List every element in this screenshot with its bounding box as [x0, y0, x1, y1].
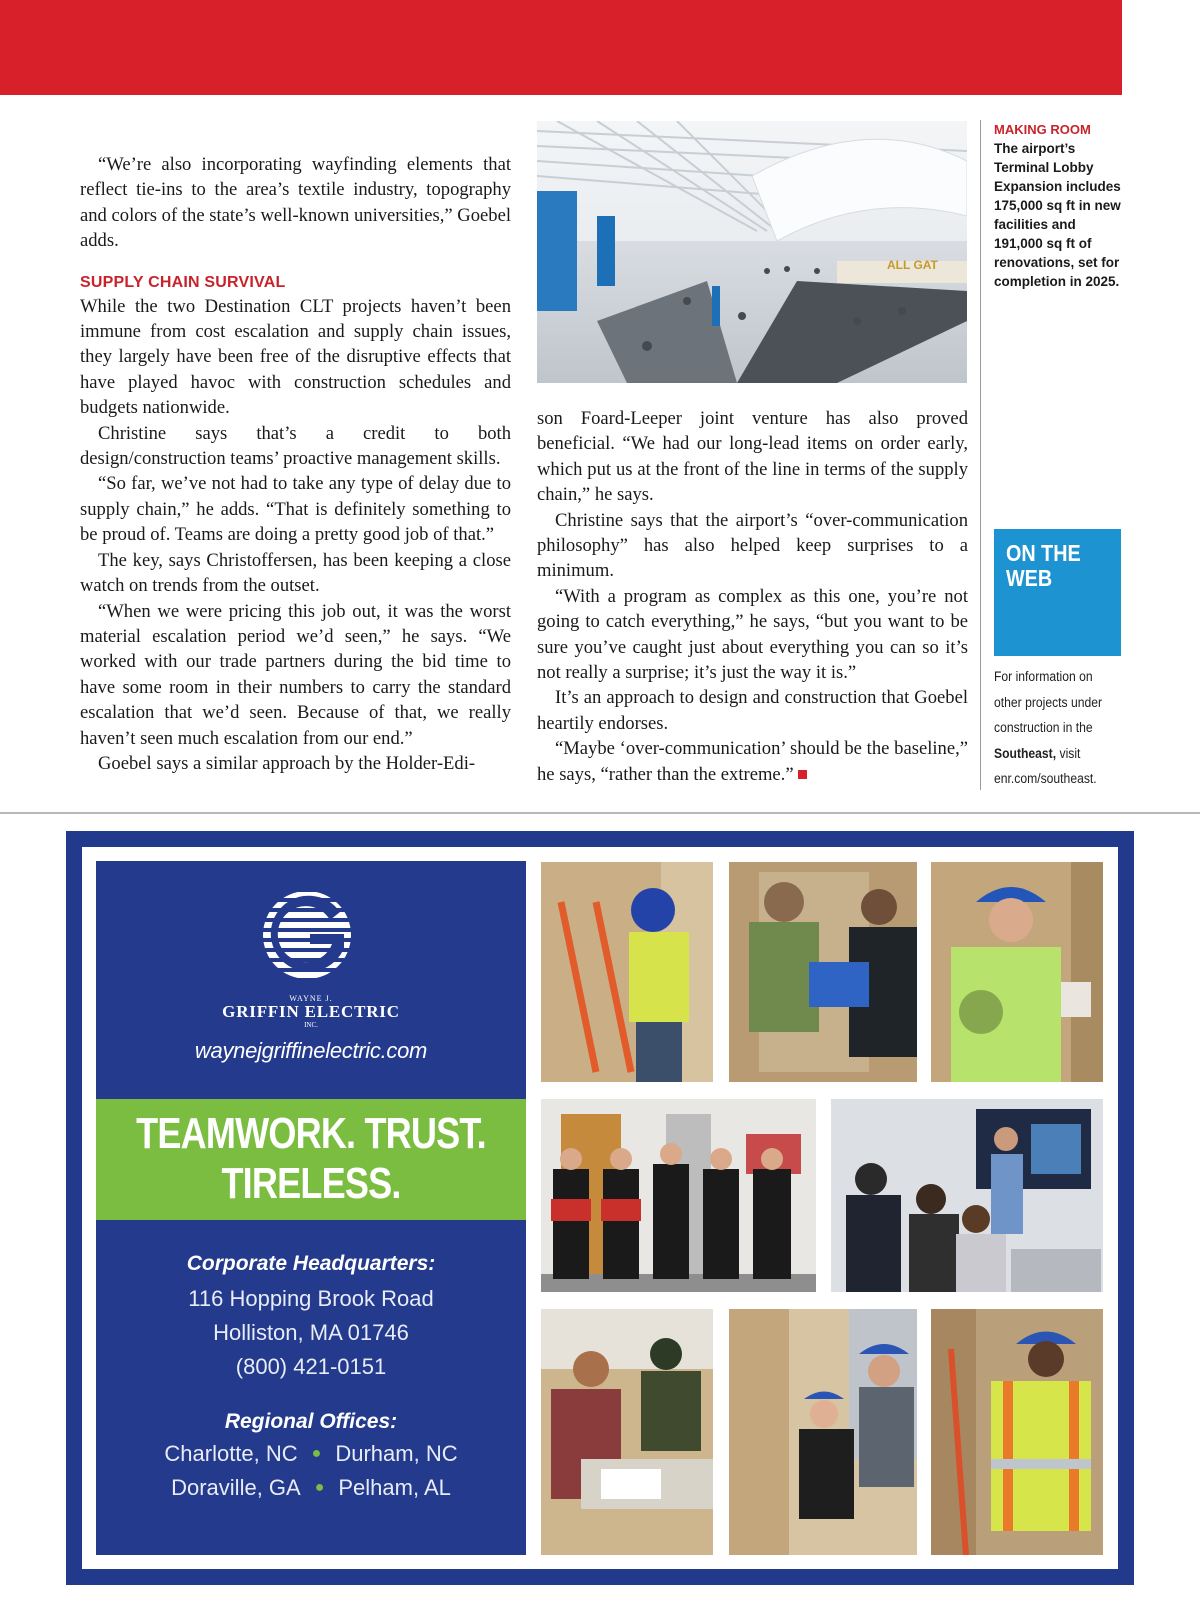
title-line-2: WEB	[1006, 565, 1053, 591]
info-text: For information on other projects under construction in the	[994, 669, 1103, 735]
ad-photo-safety-vest-worker	[931, 1309, 1103, 1555]
ad-photo-students-desk	[541, 1309, 713, 1555]
brand-name: GRIFFIN ELECTRIC	[222, 1002, 400, 1021]
ad-photo-apprentice-wiring	[931, 862, 1103, 1082]
on-the-web-title	[1006, 541, 1081, 591]
title-line-1: ON THE	[1006, 540, 1081, 566]
terminal-lobby-rendering	[537, 121, 967, 383]
article-column-2	[537, 406, 968, 787]
article-paragraph: It’s an approach to design and construction that Goebel heartily endorses.	[537, 687, 968, 734]
griffin-logo-icon	[248, 890, 366, 980]
article-paragraph: Christine says that the airport’s “over-communication philosophy” has also helped keep surprises to a minimum.	[537, 509, 968, 582]
hq-city: Holliston, MA 01746	[213, 1320, 409, 1345]
info-link[interactable]: visit enr.com/southeast.	[994, 745, 1097, 786]
regional-offices-list	[96, 1437, 526, 1505]
article-paragraph: “With a program as complex as this one, you’re not going to catch everything,” he says, “but you want to be sure you’ve caught just about everything you can so it’s not really a surprise; it’s just the way it is.”	[537, 585, 968, 684]
article-paragraph: “So far, we’ve not had to take any type of delay due to supply chain,” he adds. “That is definitely something to be proud of. Teams are doing a pretty good job of that.”	[80, 473, 511, 546]
bullet-icon: ●	[311, 1445, 322, 1462]
regional-title: Regional Offices:	[224, 1410, 398, 1433]
caption-text: The airport’s Terminal Lobby Expansion includes 175,000 sq ft in new facilities and 191,000 sq ft of renovations, set for completion in 2025.	[994, 141, 1121, 289]
section-heading: SUPPLY CHAIN SURVIVAL	[80, 273, 286, 291]
brand-inc: INC.	[304, 1021, 318, 1029]
end-mark-icon	[798, 770, 807, 779]
article-paragraph: Christine says that’s a credit to both design/construction teams’ proactive management skills.	[80, 422, 511, 470]
article-paragraph: “We’re also incorporating wayfinding elements that reflect tie-ins to the area’s textile industry, topography and colors of the state’s well-known universities,” Goebel adds.	[80, 154, 511, 252]
article-paragraph: The key, says Christoffersen, has been keeping a close watch on trends from the outset.	[80, 549, 511, 597]
article-paragraph: Goebel says a similar approach by the Holder-Edi-	[98, 752, 476, 774]
caption-kicker: MAKING ROOM	[994, 122, 1091, 137]
office-pelham: Pelham, AL	[338, 1475, 451, 1500]
brand-top: WAYNE J.	[289, 994, 333, 1003]
ad-photo-ladder-worker	[541, 862, 713, 1082]
ad-photo-panel-inspection	[729, 862, 917, 1082]
slogan-line-1: TEAMWORK. TRUST.	[136, 1109, 486, 1158]
ad-photo-team-awards	[541, 1099, 816, 1292]
on-the-web-box	[994, 529, 1121, 656]
bullet-icon: ●	[314, 1479, 325, 1496]
top-red-banner	[0, 0, 1122, 95]
office-durham: Durham, NC	[335, 1441, 458, 1466]
article-paragraph: While the two Destination CLT projects haven’t been immune from cost escalation and supply chain issues, they largely have been free of the disruptive effects that have played havoc with construction schedules and budgets nationwide.	[80, 295, 511, 419]
photo-caption	[994, 120, 1124, 291]
ad-website-link[interactable]: waynejgriffinelectric.com	[194, 1038, 428, 1063]
article-paragraph	[537, 736, 968, 787]
ad-photo-training-class	[831, 1099, 1103, 1292]
hq-phone: (800) 421-0151	[235, 1354, 387, 1379]
hq-street: 116 Hopping Brook Road	[188, 1286, 434, 1311]
ad-photo-hands-on-training	[729, 1309, 917, 1555]
info-region: Southeast,	[994, 745, 1057, 761]
slogan-line-2: TIRELESS.	[221, 1159, 401, 1208]
ad-slogan-band	[96, 1099, 526, 1220]
on-the-web-info	[994, 664, 1111, 792]
article-column-1	[80, 152, 511, 776]
sidebar-divider	[980, 120, 981, 790]
final-paragraph-text: “Maybe ‘over-communication’ should be the baseline,” he says, “rather than the extreme.”	[537, 738, 968, 785]
article-paragraph: son Foard-Leeper joint venture has also proved beneficial. “We had our long-lead items on order early, which put us at the front of the line in terms of the supply chain,” he says.	[537, 408, 968, 506]
article-paragraph: “When we were pricing this job out, it was the worst material escalation period we’d seen,” he says. “We worked with our trade partners during the bid time to have some room in their numbers to carry the standard escalation that we’d seen. Because of that, we really haven’t seen much escalation from our end.”	[80, 600, 511, 749]
hq-title: Corporate Headquarters:	[186, 1252, 436, 1275]
page-divider	[0, 812, 1200, 814]
gate-sign-text: ALL GAT	[887, 258, 938, 272]
griffin-brand-name	[96, 994, 526, 1029]
office-doraville: Doraville, GA	[171, 1475, 301, 1500]
office-charlotte: Charlotte, NC	[164, 1441, 298, 1466]
